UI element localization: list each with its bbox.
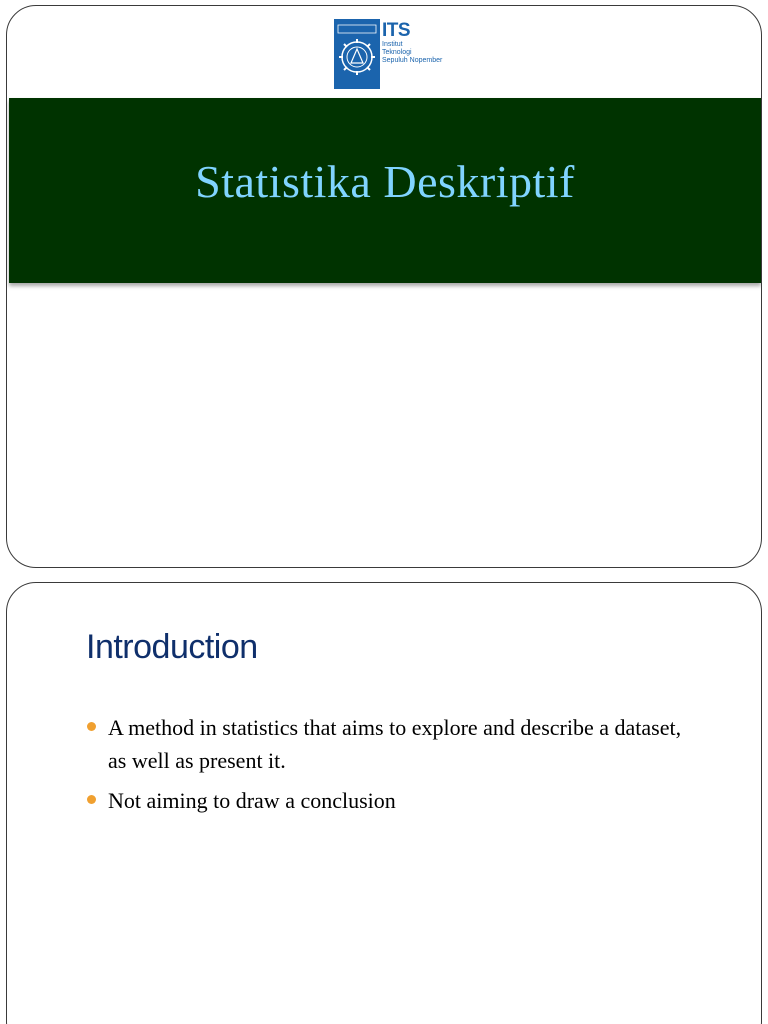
bullet-dot-icon bbox=[87, 722, 96, 731]
logo-line-1: Institut bbox=[382, 41, 403, 48]
bullet-list bbox=[86, 711, 686, 824]
slide-heading: Introduction bbox=[86, 628, 258, 666]
logo-line-3: Sepuluh Nopember bbox=[382, 57, 443, 64]
logo-abbreviation: ITS bbox=[382, 20, 411, 41]
bullet-text: Not aiming to draw a conclusion bbox=[108, 788, 396, 813]
bullet-item bbox=[86, 711, 686, 777]
title-slide bbox=[6, 5, 762, 568]
logo-line-2: Teknologi bbox=[382, 49, 412, 56]
its-logo bbox=[334, 19, 446, 89]
title-band bbox=[9, 98, 761, 283]
bullet-item bbox=[86, 784, 686, 817]
slide-title: Statistika Deskriptif bbox=[195, 156, 575, 207]
logo-wordmark bbox=[382, 21, 448, 65]
bullet-text: A method in statistics that aims to explore and describe a dataset, as well as present it. bbox=[108, 715, 682, 773]
introduction-slide bbox=[6, 582, 762, 1024]
its-emblem-icon bbox=[334, 19, 380, 89]
bullet-dot-icon bbox=[87, 795, 96, 804]
